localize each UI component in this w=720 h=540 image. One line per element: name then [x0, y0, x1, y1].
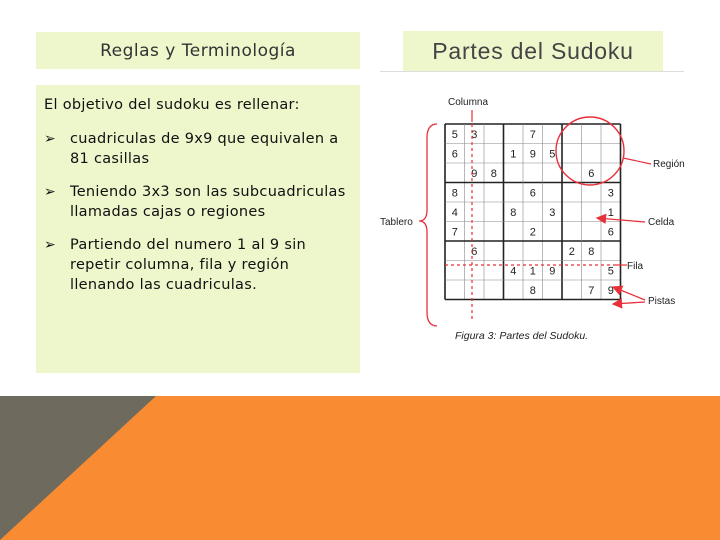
arrow-bullet-icon: ➢	[44, 237, 57, 253]
sudoku-clue-digit: 3	[471, 128, 478, 141]
sudoku-clue-digit: 2	[529, 226, 536, 239]
pistas-arrow-lower	[613, 302, 645, 304]
figure-caption: Figura 3: Partes del Sudoku.	[455, 330, 589, 342]
tablero-brace	[419, 124, 437, 326]
arrow-bullet-icon: ➢	[44, 131, 57, 147]
sudoku-clue-digit: 8	[529, 284, 536, 297]
pistas-arrow-upper	[613, 287, 645, 300]
label-columna: Columna	[448, 97, 489, 108]
rules-title: Reglas y Terminología	[100, 40, 296, 61]
sudoku-diagram	[375, 88, 710, 353]
sudoku-clue-digit: 7	[529, 128, 536, 141]
label-celda: Celda	[648, 217, 675, 228]
bullet-text: cuadriculas de 9x9 que equivalen a 81 casillas	[70, 131, 339, 167]
sudoku-clue-digit: 6	[607, 226, 614, 239]
sudoku-clue-digit: 6	[451, 148, 458, 161]
label-tablero: Tablero	[380, 217, 413, 228]
sudoku-clue-digit: 1	[510, 148, 517, 161]
title-divider	[380, 71, 684, 72]
sudoku-clue-digit: 5	[451, 128, 458, 141]
rules-content-panel	[36, 85, 360, 373]
bullet-text: Teniendo 3x3 son las subcuadriculas llamadas cajas o regiones	[70, 184, 346, 220]
sudoku-clue-digit: 2	[568, 245, 575, 258]
sudoku-title: Partes del Sudoku	[432, 37, 634, 64]
rules-title-panel	[36, 32, 360, 69]
footer-gray-triangle	[0, 396, 156, 540]
bullet-item	[44, 129, 354, 169]
sudoku-clue-digit: 8	[451, 187, 458, 200]
bullet-text: Partiendo del numero 1 al 9 sin repetir columna, fila y región llenando las cuadriculas.	[70, 237, 307, 293]
sudoku-clue-digit: 5	[607, 265, 614, 278]
sudoku-clue-digit: 9	[529, 148, 536, 161]
bullet-item	[44, 182, 354, 222]
label-region: Región	[653, 159, 685, 170]
sudoku-clue-digit: 9	[549, 265, 556, 278]
bullet-list	[44, 129, 354, 308]
sudoku-clue-digit: 9	[471, 167, 478, 180]
sudoku-clue-digit: 9	[607, 284, 614, 297]
sudoku-clue-digit: 6	[588, 167, 595, 180]
bullet-item	[44, 235, 354, 295]
arrow-bullet-icon: ➢	[44, 184, 57, 200]
sudoku-clue-digit: 1	[529, 265, 536, 278]
intro-text: El objetivo del sudoku es rellenar:	[44, 97, 300, 113]
sudoku-clue-digit: 6	[529, 187, 536, 200]
sudoku-clue-digit: 8	[510, 206, 517, 219]
sudoku-clue-digit: 8	[490, 167, 497, 180]
sudoku-clue-digit: 4	[510, 265, 517, 278]
sudoku-clue-digit: 8	[588, 245, 595, 258]
sudoku-clue-digit: 3	[549, 206, 556, 219]
sudoku-clue-digit: 7	[588, 284, 595, 297]
sudoku-clue-digit: 5	[549, 148, 556, 161]
sudoku-clue-digit: 4	[451, 206, 458, 219]
label-pistas: Pistas	[648, 296, 676, 307]
region-pointer	[623, 158, 651, 164]
sudoku-figure	[375, 88, 710, 353]
sudoku-title-panel	[403, 31, 663, 71]
sudoku-clue-digit: 3	[607, 187, 614, 200]
sudoku-grid	[445, 124, 621, 300]
sudoku-clue-digit: 1	[607, 206, 614, 219]
label-fila: Fila	[627, 261, 644, 272]
sudoku-clue-digit: 6	[471, 245, 478, 258]
sudoku-clue-digit: 7	[451, 226, 458, 239]
